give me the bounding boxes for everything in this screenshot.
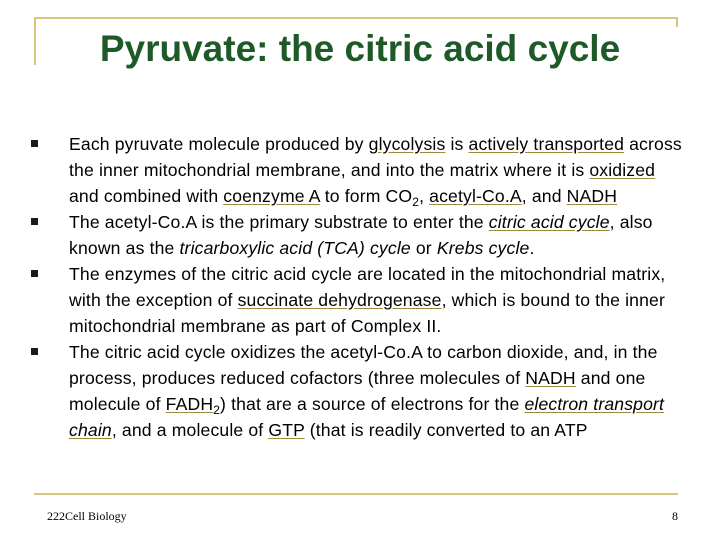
bullet-item-acetyl-coa-substrate [26,209,686,261]
link-coenzyme-a[interactable]: coenzyme A [223,186,320,206]
text-segment: , and a molecule of [111,420,269,440]
slide-title: Pyruvate: the citric acid cycle [99,28,621,69]
link-succinate-dehydrogenase[interactable]: succinate dehydrogenase [237,290,442,310]
square-bullet-icon [31,218,38,225]
link-nadh[interactable]: NADH [566,186,618,206]
link-citric-acid-cycle[interactable]: citric acid cycle [488,212,610,232]
text-segment: , and [521,186,567,206]
link-fadh-text: FADH [165,394,214,414]
term-krebs-cycle: Krebs cycle [436,238,530,258]
bullet-text [69,134,682,209]
text-segment: The citric acid cycle oxidizes the acetyl-Co.A to carbon dioxide, and, in the process, produces reduced cofactors (three molecules of [69,342,658,388]
square-bullet-icon [31,348,38,355]
text-segment: (that is readily converted to an ATP [304,420,588,440]
footer-course-label: 222Cell Biology [47,509,127,523]
text-segment: . [529,238,535,258]
text-segment: , [419,186,430,206]
footer-page-number: 8 [672,509,678,523]
link-gtp[interactable]: GTP [268,420,305,440]
bullet-item-pyruvate-transport [26,131,686,209]
text-segment: across the inner mitochondrial membrane, and into the matrix where it is [69,134,682,180]
subscript-two: 2 [412,195,420,209]
term-tca-cycle: tricarboxylic acid (TCA) cycle [179,238,411,258]
bullet-text [69,264,665,336]
text-segment: to form CO [319,186,413,206]
link-acetyl-coa[interactable]: acetyl-Co.A [429,186,522,206]
text-segment: ) that are a source of electrons for the [220,394,525,414]
text-segment: is [445,134,469,154]
bullet-item-oxidation-products [26,339,686,443]
bullet-item-enzymes-location [26,261,686,339]
subscript-two: 2 [213,403,221,417]
link-oxidized[interactable]: oxidized [589,160,656,180]
link-electron-transport-chain[interactable]: electron transport chain [69,394,665,440]
text-segment: The enzymes of the citric acid cycle are located in the mitochondrial matrix, with the exception of [69,264,666,310]
frame-right-border [676,17,678,27]
text-segment: and combined with [69,186,224,206]
text-segment: or [410,238,437,258]
frame-top-border [34,17,678,19]
text-segment: , which is bound to the inner mitochondrial membrane as part of Complex II. [69,290,665,336]
link-glycolysis[interactable]: glycolysis [368,134,446,154]
link-actively-transported[interactable]: actively transported [468,134,625,154]
text-segment: , also known as the [69,212,653,258]
text-segment: The acetyl-Co.A is the primary substrate to enter the [69,212,489,232]
bullet-text [69,342,664,440]
text-segment: Each pyruvate molecule produced by [69,134,369,154]
square-bullet-icon [31,140,38,147]
bullet-text [69,212,653,258]
footer-divider [34,493,678,495]
text-segment: and one molecule of [69,368,646,414]
square-bullet-icon [31,270,38,277]
link-nadh[interactable]: NADH [525,368,576,388]
bullet-list [26,131,686,443]
link-fadh2[interactable] [165,394,221,417]
